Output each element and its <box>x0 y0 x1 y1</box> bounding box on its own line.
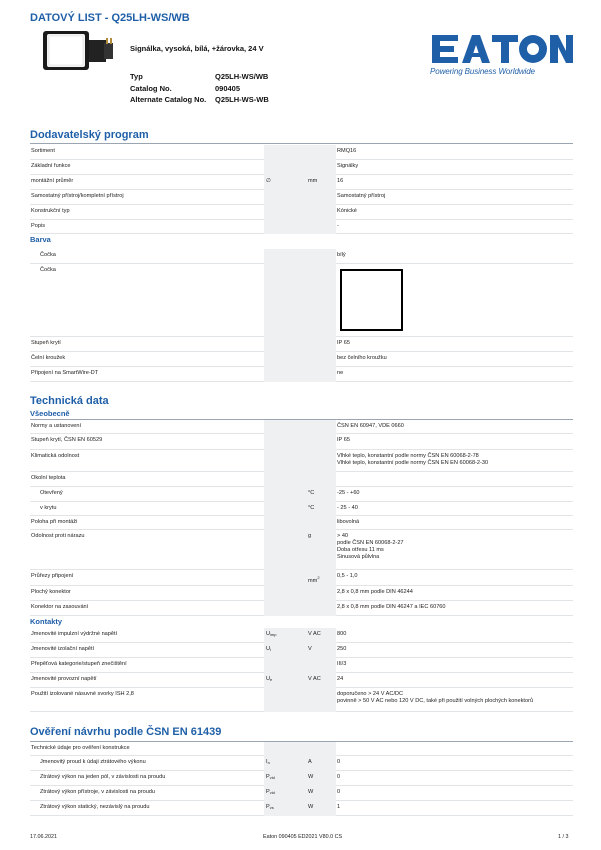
row-value: bez čelního kroužku <box>337 355 387 361</box>
row-unit: V AC <box>308 631 321 637</box>
subsection-barva: Barva <box>30 235 51 244</box>
table-row <box>30 487 573 502</box>
row-symbol <box>266 676 272 683</box>
id-value: Q25LH-WS/WB <box>215 72 269 81</box>
row-unit <box>308 574 320 585</box>
table-row <box>30 586 573 601</box>
row-value: ne <box>337 370 344 376</box>
eaton-wordmark <box>430 33 575 65</box>
product-subtitle: Signálka, vysoká, bílá, +žárovka, 24 V <box>130 44 264 53</box>
row-value-line: doporučeno > 24 V AC/DC <box>337 691 404 697</box>
table-row <box>30 190 573 205</box>
id-value: 090405 <box>215 83 241 93</box>
row-unit: mm <box>308 178 318 184</box>
symbol-subscript: vs <box>269 805 274 810</box>
row-label: Technické údaje pro ověření konstrukce <box>31 745 130 751</box>
row-label: Čočka <box>40 267 56 273</box>
section-title-tech: Technická data <box>30 395 109 407</box>
row-label: Normy a ustanovení <box>31 423 82 429</box>
row-value: 0 <box>337 759 341 765</box>
row-label: montážní průměr <box>31 178 74 184</box>
subsection-kontakty: Kontakty <box>30 617 63 626</box>
table-row <box>30 673 573 688</box>
id-label: Catalog No. <box>130 83 172 93</box>
row-unit: V AC <box>308 676 321 682</box>
row-value-line: Vlhké teplo, konstantní podle normy ČSN EN EN 60068-2-30 <box>337 460 489 466</box>
row-value: - <box>337 223 339 229</box>
symbol-subscript: vid <box>269 790 275 795</box>
symbol-text: U <box>266 676 271 682</box>
footer-date: 17.06.2021 <box>30 834 57 840</box>
table-row <box>30 628 573 643</box>
brand-tagline: Powering Business Worldwide <box>430 67 535 76</box>
row-unit: g <box>308 533 312 539</box>
row-symbol <box>266 631 277 638</box>
row-label: Okolní teplota <box>31 475 66 481</box>
symbol-subscript: imp <box>270 632 277 637</box>
row-symbol <box>266 774 275 781</box>
row-unit: A <box>308 759 312 765</box>
row-value: 2,8 x 0,8 mm podle DIN 46247 a IEC 60760 <box>337 604 446 610</box>
row-value: 0,5 - 1,0 <box>337 573 358 579</box>
row-label: Jmenovité impulzní výdržné napětí <box>31 631 118 637</box>
row-label: Ztrátový výkon přístroje, v závislosti na proudu <box>40 789 156 795</box>
symbol-text: U <box>266 646 271 652</box>
page-title: DATOVÝ LIST - Q25LH-WS/WB <box>30 12 190 24</box>
table-row <box>30 220 573 234</box>
row-value: 250 <box>337 646 347 652</box>
unit-text: mm <box>308 578 318 584</box>
symbol-text: I <box>266 759 268 765</box>
table-row <box>30 420 573 434</box>
row-value-line: > 40 <box>337 533 349 539</box>
footer-page-number: 1 / 3 <box>558 834 569 840</box>
unit-superscript: 2 <box>317 575 320 580</box>
table-row <box>30 160 573 175</box>
table-row <box>30 786 573 801</box>
diameter-icon: ∅ <box>266 178 271 184</box>
row-unit: W <box>308 774 314 780</box>
id-row-alternate <box>130 94 269 106</box>
table-row <box>30 502 573 516</box>
table-row <box>30 264 573 337</box>
id-row-catalog <box>130 83 269 95</box>
eaton-logo <box>430 33 575 76</box>
symbol-subscript: vid <box>269 775 275 780</box>
row-label: Jmenovité provozní napětí <box>31 676 97 682</box>
row-value <box>337 453 488 467</box>
table-row <box>30 771 573 786</box>
table-row <box>30 352 573 367</box>
row-label: Popis <box>31 223 45 229</box>
row-value: libovolná <box>337 519 360 525</box>
row-label: Samostatný přístroj/kompletní přístroj <box>31 193 124 199</box>
row-value: 2,8 x 0,8 mm podle DIN 46244 <box>337 589 413 595</box>
symbol-text: P <box>266 789 270 795</box>
row-label: Jmenovité izolační napětí <box>31 646 95 652</box>
row-value: bílý <box>337 252 346 258</box>
row-value <box>337 691 533 705</box>
table-row <box>30 145 573 160</box>
table-row <box>30 643 573 658</box>
id-row-type <box>130 71 269 83</box>
row-value: 800 <box>337 631 347 637</box>
row-unit: V <box>308 646 312 652</box>
symbol-subscript: i <box>270 647 271 652</box>
table-row <box>30 205 573 220</box>
row-label: Konstrukční typ <box>31 208 70 214</box>
row-value-line: povinně > 50 V AC nebo 120 V DC, také při použití volných plochých konektorů <box>337 698 534 704</box>
row-value: 24 <box>337 676 344 682</box>
row-label: Stupeň krytí <box>31 340 61 346</box>
row-value: 16 <box>337 178 344 184</box>
subsection-general: Všeobecně <box>30 409 70 418</box>
row-label: v krytu <box>40 505 57 511</box>
row-value: IP 65 <box>337 340 350 346</box>
row-value-line: podle ČSN EN 60068-2-27 <box>337 540 404 546</box>
row-value <box>337 533 404 561</box>
table-row <box>30 367 573 382</box>
row-symbol <box>266 804 274 811</box>
lens-color-swatch <box>340 269 403 331</box>
row-value-line: Sinusová půlvlna <box>337 554 380 560</box>
symbol-subscript: n <box>267 760 270 765</box>
id-label: Typ <box>130 72 143 81</box>
row-label: Přepěťová kategorie/stupeň znečištění <box>31 661 127 667</box>
row-unit: W <box>308 804 314 810</box>
row-label: Základní funkce <box>31 163 71 169</box>
table-row <box>30 801 573 816</box>
table-row <box>30 658 573 673</box>
row-unit: °C <box>308 490 315 496</box>
section-divider <box>30 143 573 144</box>
row-symbol <box>266 646 271 653</box>
table-row <box>30 434 573 450</box>
row-label: Odolnost proti nárazu <box>31 533 85 539</box>
row-value: Kónické <box>337 208 357 214</box>
row-label: Čočka <box>40 252 56 258</box>
row-value: ČSN EN 60947, VDE 0660 <box>337 423 404 429</box>
row-label: Klimatická odolnost <box>31 453 80 459</box>
row-value: Samostatný přístroj <box>337 193 386 199</box>
row-value: III/3 <box>337 661 347 667</box>
row-symbol <box>266 759 270 766</box>
symbol-text: P <box>266 804 270 810</box>
table-row <box>30 530 573 570</box>
product-image <box>40 28 115 72</box>
row-label: Otevřený <box>40 490 63 496</box>
table-row <box>30 472 573 487</box>
table-row <box>30 175 573 190</box>
row-value: 0 <box>337 774 341 780</box>
row-value: - 25 - 40 <box>337 505 358 511</box>
footer-document-id: Eaton 090405 ED2021 V80.0 CS <box>263 834 343 840</box>
table-row <box>30 601 573 616</box>
row-label: Použití izolované násuvné svorky ISH 2,8 <box>31 691 134 697</box>
row-label: Čelní kroužek <box>31 355 66 361</box>
section-title-supplier: Dodavatelský program <box>30 129 149 141</box>
table-row <box>30 742 573 756</box>
row-value: RMQ16 <box>337 148 357 154</box>
row-label: Konektor na zasouvání <box>31 604 89 610</box>
table-row <box>30 688 573 712</box>
row-symbol <box>266 789 275 796</box>
row-value-line: Doba otřesu 11 ms <box>337 547 384 553</box>
table-row <box>30 450 573 472</box>
row-label: Ztrátový výkon na jeden pól, v závislosti na proudu <box>40 774 166 780</box>
id-value: Q25LH-WS-WB <box>215 95 269 104</box>
id-table <box>130 71 269 106</box>
row-label: Ztrátový výkon statický, nezávislý na proudu <box>40 804 150 810</box>
table-row <box>30 516 573 530</box>
table-row <box>30 756 573 771</box>
row-unit: W <box>308 789 314 795</box>
row-value: Signálky <box>337 163 359 169</box>
row-unit: °C <box>308 505 315 511</box>
row-label: Připojení na SmartWire-DT <box>31 370 99 376</box>
symbol-text: P <box>266 774 270 780</box>
table-row <box>30 249 573 264</box>
row-label: Plochý konektor <box>31 589 71 595</box>
row-value: 1 <box>337 804 341 810</box>
row-value: -25 - +60 <box>337 490 360 496</box>
symbol-subscript: e <box>270 677 273 682</box>
symbol-text: U <box>266 631 271 637</box>
row-label: Jmenovitý proud k údaji ztrátového výkonu <box>40 759 146 765</box>
row-value: 0 <box>337 789 341 795</box>
row-label: Průřezy připojení <box>31 573 74 579</box>
id-label: Alternate Catalog No. <box>130 95 207 104</box>
row-value-line: Vlhké teplo, konstantní podle normy ČSN EN 60068-2-78 <box>337 453 479 459</box>
table-row <box>30 570 573 586</box>
row-value: IP 65 <box>337 437 350 443</box>
table-row <box>30 337 573 352</box>
row-label: Sortiment <box>31 148 55 154</box>
section-title-verification: Ověření návrhu podle ČSN EN 61439 <box>30 726 222 738</box>
row-label: Stupeň krytí, ČSN EN 60529 <box>31 437 103 443</box>
row-label: Poloha při montáži <box>31 519 78 525</box>
